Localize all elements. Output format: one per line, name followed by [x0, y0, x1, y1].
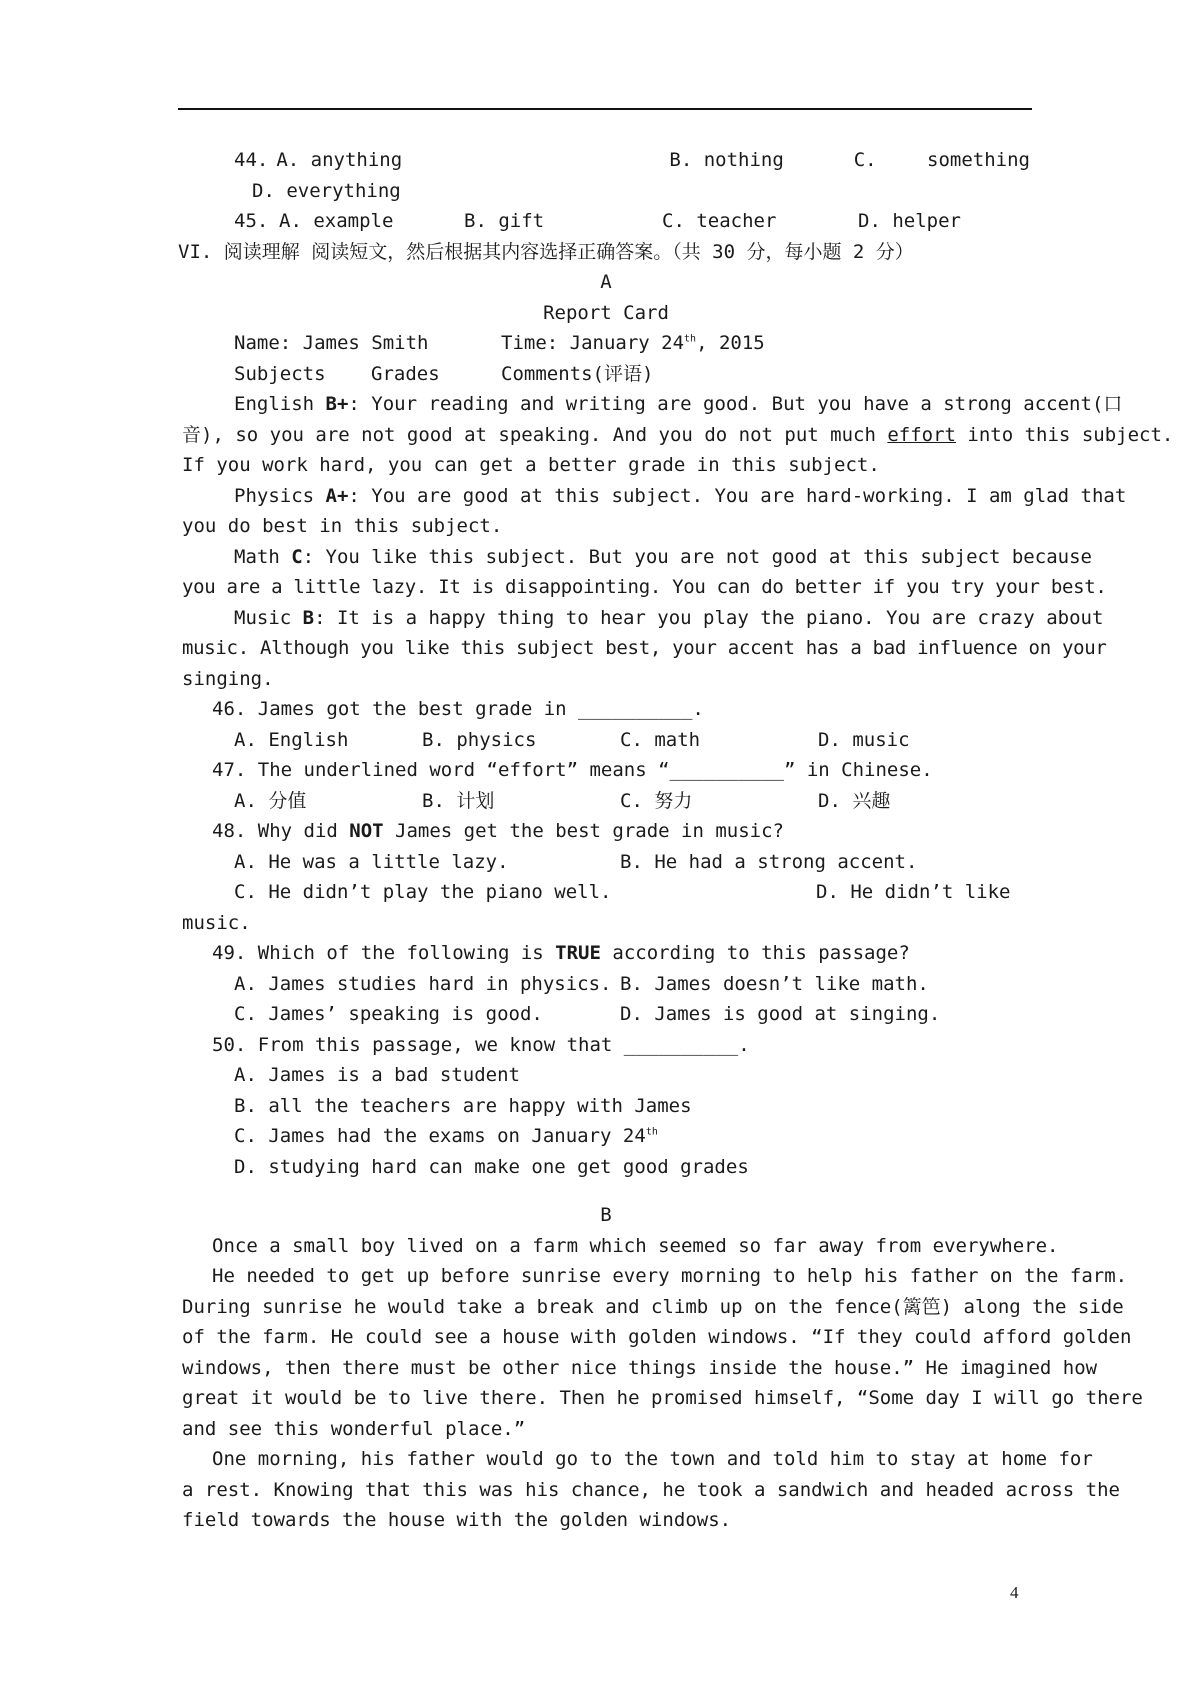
- music-comment-line-1: Music B: It is a happy thing to hear you play the piano. You are crazy about: [234, 606, 1104, 629]
- english-grade: B+: [325, 393, 349, 415]
- passage-b-p2-l6: and see this wonderful place.”: [182, 1417, 526, 1440]
- physics-comment-line-2: you do best in this subject.: [182, 515, 503, 537]
- col-grades: Grades: [371, 362, 440, 385]
- english-comment-line-3: If you work hard, you can get a better grade in this subject.: [182, 454, 880, 476]
- passage-b-p3-l3: field towards the house with the golden windows.: [182, 1509, 732, 1531]
- question-47-options: A. 分值 B. 计划 C. 努力 D. 兴趣: [234, 789, 891, 812]
- math-comment-line-1: Math C: You like this subject. But you are not good at this subject because: [234, 545, 1092, 568]
- col-comments: Comments(评语): [501, 362, 654, 385]
- option-a: A. example: [279, 210, 394, 232]
- passage-b-p2-l1: He needed to get up before sunrise every morning to help his father on the farm.: [212, 1265, 1128, 1287]
- section-heading: VI. 阅读理解 阅读短文，然后根据其内容选择正确答案。（共 30 分，每小题 2 分）: [178, 240, 914, 263]
- question-46: 46. James got the best grade in __________.: [212, 698, 704, 720]
- question-48: 48. Why did NOT James get the best grade in music?: [212, 820, 784, 842]
- physics-comment-line-1: Physics A+: You are good at this subject. You are hard-working. I am glad that: [234, 484, 1127, 507]
- option-c-word: something: [927, 149, 1030, 171]
- english-comment-line-2: 音), so you are not good at speaking. And you do not put much effort into this subject.: [182, 423, 1174, 446]
- report-time: Time: January 24th, 2015: [501, 332, 765, 354]
- question-48-option-d-cont: music.: [182, 911, 251, 934]
- question-48-options-cd: C. He didn’t play the piano well. D. He didn’t like: [234, 881, 1011, 903]
- english-comment-line-1: English B+: Your reading and writing are good. But you have a strong accent(口: [234, 393, 1123, 415]
- question-45: 45. A. example B. gift C. teacher D. helper: [182, 206, 1030, 237]
- question-49-options-ab: A. James studies hard in physics. B. James doesn’t like math.: [234, 972, 929, 995]
- option-b: B. nothing: [669, 149, 784, 171]
- question-50-option-d: D. studying hard can make one get good grades: [234, 1155, 749, 1178]
- question-50-option-a: A. James is a bad student: [234, 1064, 520, 1086]
- passage-b-letter: B: [600, 1204, 612, 1226]
- question-47: 47. The underlined word “effort” means “__________” in Chinese.: [212, 759, 933, 781]
- question-50-option-c: C. James had the exams on January 24th: [234, 1125, 658, 1147]
- report-card-columns: [182, 359, 1030, 390]
- header-rule: [178, 108, 1032, 110]
- report-card-title: Report Card: [543, 301, 669, 324]
- col-subjects: Subjects: [234, 362, 326, 385]
- question-46-options: A. English B. physics C. math D. music: [234, 728, 910, 751]
- student-name: Name: James Smith: [234, 332, 429, 354]
- passage-b-p3-l1: One morning, his father would go to the town and told him to stay at home for: [212, 1448, 1093, 1470]
- passage-b-p2-l2: During sunrise he would take a break and climb up on the fence(篱笆) along the side: [182, 1295, 1124, 1318]
- music-comment-line-3: singing.: [182, 667, 274, 690]
- option-d: D. helper: [858, 210, 961, 232]
- passage-b-p2-l4: windows, then there must be other nice things inside the house.” He imagined how: [182, 1356, 1098, 1379]
- passage-b-p1: Once a small boy lived on a farm which seemed so far away from everywhere.: [212, 1234, 1059, 1257]
- option-b: B. gift: [464, 210, 545, 232]
- report-card-header: [182, 328, 1030, 359]
- question-48-options-ab: A. He was a little lazy. B. He had a strong accent.: [234, 850, 918, 873]
- physics-grade: A+: [325, 484, 349, 507]
- option-d: D. everything: [252, 179, 401, 202]
- music-comment-line-2: music. Although you like this subject best, your accent has a bad influence on your: [182, 637, 1107, 659]
- question-50-option-b: B. all the teachers are happy with James: [234, 1094, 692, 1117]
- passage-b-p2-l5: great it would be to live there. Then he promised himself, “Some day I will go there: [182, 1387, 1143, 1409]
- music-grade: B: [302, 606, 315, 629]
- passage-b-p2-l3: of the farm. He could see a house with golden windows. “If they could afford golden: [182, 1326, 1132, 1348]
- option-a: A. anything: [276, 149, 403, 171]
- question-50: 50. From this passage, we know that __________.: [212, 1033, 750, 1056]
- math-comment-line-2: you are a little lazy. It is disappointing. You can do better if you try your best.: [182, 576, 1107, 598]
- math-grade: C: [291, 545, 303, 568]
- question-44: 44. A. anything B. nothing C. something: [182, 145, 1030, 176]
- page-number: 4: [1010, 1583, 1019, 1602]
- passage-b-p3-l2: a rest. Knowing that this was his chance, he took a sandwich and headed across the: [182, 1478, 1120, 1501]
- option-c: C.: [853, 149, 877, 171]
- question-49: 49. Which of the following is TRUE according to this passage?: [212, 942, 910, 964]
- option-c: C. teacher: [662, 210, 777, 232]
- question-49-options-cd: C. James’ speaking is good. D. James is good at singing.: [234, 1003, 941, 1025]
- page-content: [178, 145, 1174, 1536]
- underlined-effort: effort: [887, 423, 956, 446]
- passage-a-letter: A: [600, 271, 612, 293]
